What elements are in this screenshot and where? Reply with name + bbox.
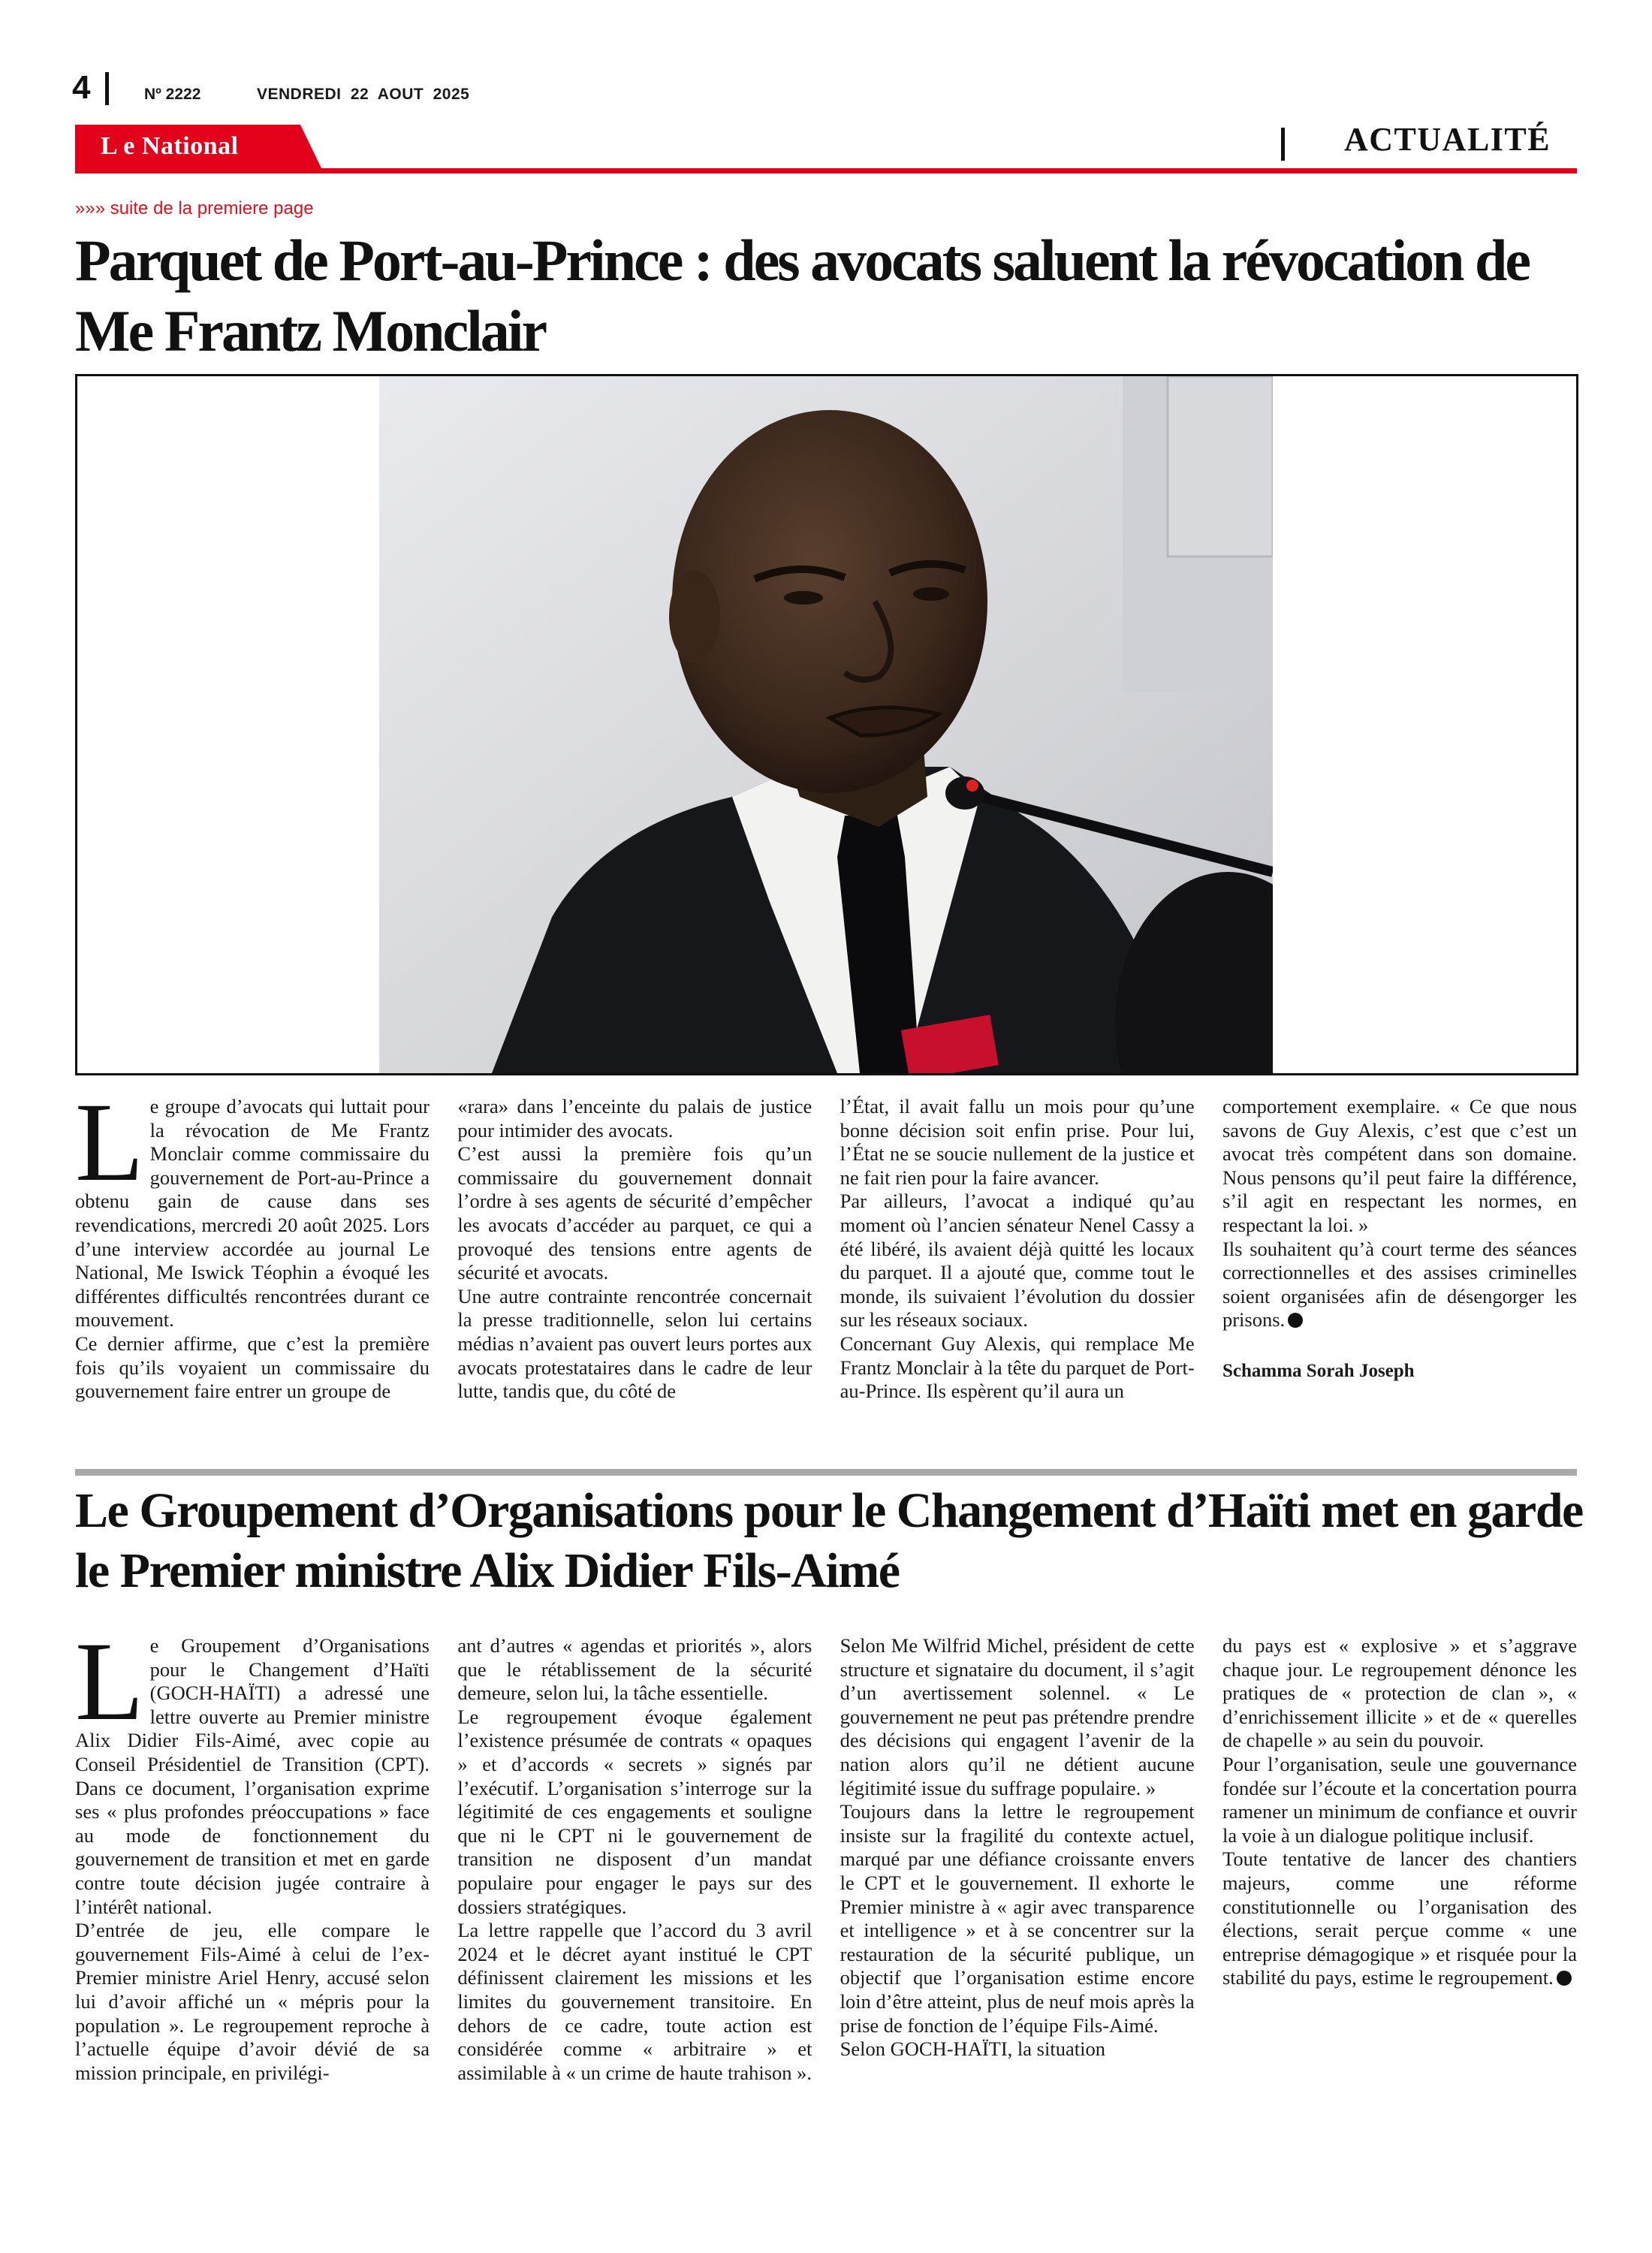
paragraph: La lettre rappelle que l’accord du 3 avril 2024 et le décret ayant institué le CPT définissent clairement les missions et les limites du gouvernement transitoire. En dehors de ce cadre, toute action est considérée comme « arbitraire » et assimilable à « un crime de haute trahison ». bbox=[457, 1919, 812, 2084]
paragraph-last bbox=[1222, 1238, 1577, 1332]
section-title: ACTUALITÉ bbox=[1344, 121, 1551, 158]
article2-column-4 bbox=[1222, 1634, 1577, 2190]
paragraph: Selon Me Wilfrid Michel, président de cette structure et signataire du document, il s’agit d’un avertissement solennel. « Le gouvernement ne peut pas prétendre prendre des décisions qui engagent l’avenir de la nation alors qu’il ne détient aucune légitimité issue du suffrage populaire. » bbox=[840, 1634, 1195, 1799]
paragraph: du pays est « explosive » et s’aggrave chaque jour. Le regroupement dénonce les pratiques de « protection de clan », « d’enrichissement illicite » et de « querelles de chapelle » au sein du pouvoir. bbox=[1222, 1634, 1577, 1752]
article1-body bbox=[75, 1080, 1577, 1442]
page-number: 4 bbox=[72, 69, 91, 106]
paragraph: comportement exemplaire. « Ce que nous savons de Guy Alexis, c’est que c’est un avocat très compétent dans son domaine. Nous pensons qu’il peut faire la différence, s’il agit en respectant les normes, en respectant la loi. » bbox=[1222, 1095, 1577, 1236]
article-separator bbox=[75, 1469, 1577, 1476]
paragraph: Par ailleurs, l’avocat a indiqué qu’au moment où l’ancien sénateur Nenel Cassy a été libéré, ils avaient déjà quitté les locaux du parquet. Il a ajouté que, comme tout le monde, ils suivaient l’évolution du dossier sur les réseaux sociaux. bbox=[840, 1190, 1195, 1332]
article1-photo-frame bbox=[75, 374, 1578, 1075]
article1-headline: Parquet de Port-au-Prince : des avocats saluent la révocation de Me Frantz Monclair bbox=[75, 228, 1530, 363]
article2-column-3 bbox=[840, 1634, 1195, 2190]
paragraph: Toujours dans la lettre le regroupement insiste sur la fragilité du contexte actuel, marqué par une défiance croissante envers le CPT et le gouvernement. Il exhorte le Premier ministre à « agir avec transparence et intelligence » et à se concentrer sur la restauration de la sécurité publique, un objectif que l’organisation estime encore loin d’être atteint, plus de neuf mois après la prise de fonction de l’équipe Fils-Aimé. bbox=[840, 1800, 1195, 2037]
paragraph: Ce dernier affirme, que c’est la première fois qu’ils voyaient un commissaire du gouvernement faire entrer un groupe de bbox=[75, 1332, 430, 1403]
paragraph: l’État, il avait fallu un mois pour qu’une bonne décision soit enfin prise. Pour lui, l’État ne se soucie nullement de la justice et ne fait rien pour la faire avancer. bbox=[840, 1095, 1195, 1189]
article1-dropcap: L bbox=[75, 1080, 144, 1205]
speaker-portrait-image bbox=[379, 376, 1273, 1073]
paragraph: «rara» dans l’enceinte du palais de justice pour intimider des avocats. bbox=[457, 1095, 812, 1142]
continued-from-front-link[interactable]: »»» suite de la premiere page bbox=[75, 198, 314, 219]
paragraph: e groupe d’avocats qui luttait pour la révocation de Me Frantz Monclair comme commissaire du gouvernement de Port-au-Prince a obtenu gain de cause dans ses revendications, mercredi 20 août 2025. Lors d’une interview accordée au journal Le National, Me Iswick Téophin a évoqué les différentes difficultés rencontrées durant ce mouvement. bbox=[75, 1095, 430, 1332]
paragraph: Concernant Guy Alexis, qui remplace Me Frantz Monclair à la tête du parquet de Port-au-Prince. Ils espèrent qu’il aura un bbox=[840, 1332, 1195, 1403]
article1-column-1 bbox=[75, 1080, 430, 1442]
article2-body bbox=[75, 1619, 1577, 2190]
paragraph: e Groupement d’Organisations pour le Changement d’Haïti (GOCH-HAÏTI) a adressé une lettre ouverte au Premier ministre Alix Didier Fils-Aimé, avec copie au Conseil Présidentiel de Transition (CPT). Dans ce document, l’organisation exprime ses « plus profondes préoccupations » face au mode de fonctionnement du gouvernement de transition et met en garde contre toute décision jugée contraire à l’intérêt national. bbox=[75, 1634, 430, 1918]
paragraph: Pour l’organisation, seule une gouvernance fondée sur l’écoute et la concertation pourra ramener un minimum de confiance et ouvrir la voie à un dialogue politique inclusif. bbox=[1222, 1752, 1577, 1847]
paragraph-last bbox=[1222, 1847, 1577, 1990]
article2-column-2 bbox=[457, 1634, 812, 2190]
article1-column-4 bbox=[1222, 1095, 1577, 1442]
end-of-article-icon bbox=[1288, 1313, 1303, 1328]
paragraph-text: Ils souhaitent qu’à court terme des séances correctionnelles et des assises criminelles soient organisées afin de désengorger les prisons. bbox=[1222, 1237, 1577, 1332]
paragraph: ant d’autres « agendas et priorités », alors que le rétablissement de la sécurité demeure, selon lui, la tâche essentielle. bbox=[457, 1634, 812, 1705]
newspaper-logo: L e National bbox=[101, 132, 239, 160]
issue-date: VENDREDI 22 AOUT 2025 bbox=[257, 86, 470, 103]
article2-headline: Le Groupement d’Organisations pour le Changement d’Haïti met en garde le Premier ministre Alix Didier Fils-Aimé bbox=[75, 1483, 1583, 1598]
article1-byline: Schamma Sorah Joseph bbox=[1222, 1360, 1415, 1381]
paragraph: Une autre contrainte rencontrée concernait la presse traditionnelle, selon lui certains médias n’avaient pas ouvert leurs portes aux avocats protestataires dans le cadre de leur lutte, tandis que, du côté de bbox=[457, 1284, 812, 1403]
page-number-divider bbox=[105, 72, 109, 105]
section-divider bbox=[1281, 128, 1285, 161]
paragraph-text: Toute tentative de lancer des chantiers majeurs, comme une réforme constitutionnelle ou l’organisation des élections, serait perçue comme « une entreprise démagogique » et risquée pour la stabilité du pays, estime le regroupement. bbox=[1222, 1847, 1577, 1989]
issue-number: Nº 2222 bbox=[144, 86, 201, 103]
paragraph: Le regroupement évoque également l’existence présumée de contrats « opaques » et d’accords « secrets » signés par l’exécutif. L’organisation s’interroge sur la légitimité de ces engagements et souligne que ni le CPT ni le gouvernement de transition ne disposent d’un mandat populaire pour engager le pays sur des dossiers stratégiques. bbox=[457, 1705, 812, 1918]
end-of-article-icon bbox=[1557, 1971, 1572, 1986]
article1-column-3 bbox=[840, 1095, 1195, 1442]
paragraph: Selon GOCH-HAÏTI, la situation bbox=[840, 2037, 1105, 2061]
paragraph: D’entrée de jeu, elle compare le gouvernement Fils-Aimé à celui de l’ex-Premier ministre Ariel Henry, accusé selon lui d’avoir affiché un « mépris pour la population ». Le regroupement reproche à l’actuelle équipe d’avoir dévié de sa mission principale, en privilégi- bbox=[75, 1919, 430, 2084]
article1-column-2 bbox=[457, 1095, 812, 1442]
header-rule bbox=[75, 168, 1577, 173]
paragraph: C’est aussi la première fois qu’un commissaire du gouvernement donnait l’ordre à ses agents de sécurité d’empêcher les avocats d’accéder au parquet, ce qui a provoqué des tensions entre agents de sécurité et avocats. bbox=[457, 1142, 812, 1284]
article2-dropcap: L bbox=[75, 1619, 144, 1744]
article2-column-1 bbox=[75, 1619, 430, 2190]
